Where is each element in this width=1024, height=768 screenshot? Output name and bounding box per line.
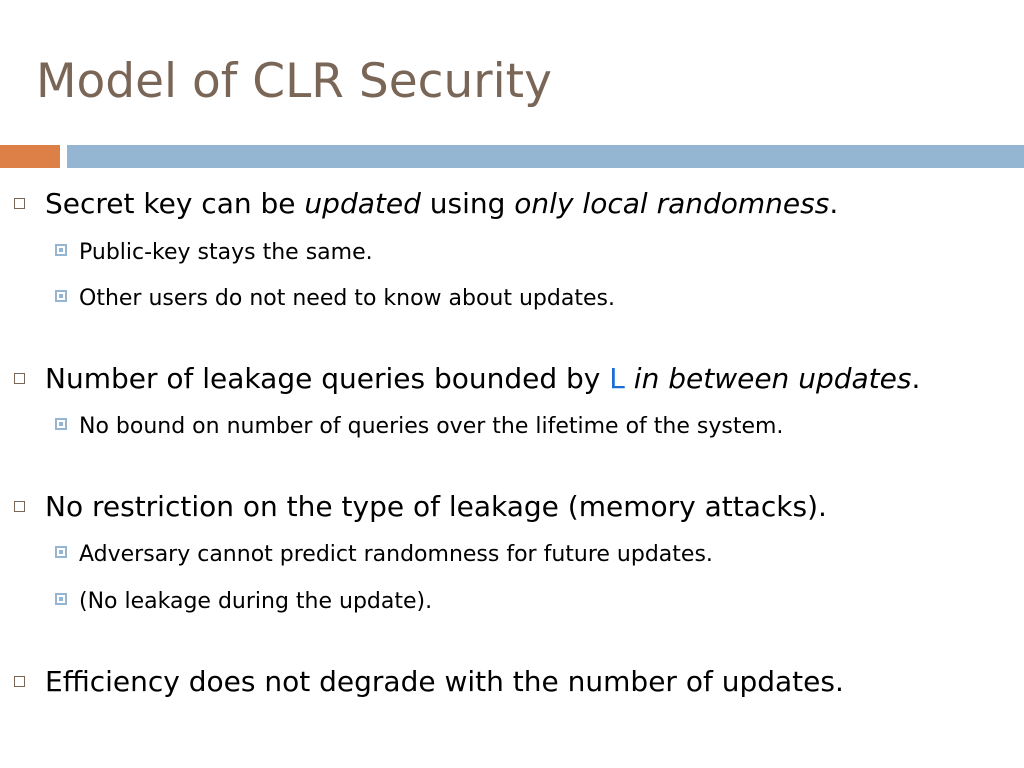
sub-bullet-text: Adversary cannot predict randomness for future updates.	[79, 542, 713, 567]
bullet-3	[14, 489, 1014, 525]
bullet-2	[14, 361, 1014, 397]
bullet-text: Efficiency does not degrade with the number of updates.	[45, 665, 844, 698]
bullet-text: Number of leakage queries bounded by	[45, 362, 610, 395]
bullet-1	[14, 186, 1014, 222]
bullet-emphasis: updated	[304, 187, 421, 220]
bullet-emphasis: in between updates	[633, 362, 912, 395]
square-bullet-icon	[14, 676, 25, 687]
square-bullet-icon	[14, 501, 25, 512]
bullet-text: .	[829, 187, 839, 220]
bullet-text: Secret key can be	[45, 187, 305, 220]
bullet-emphasis: only local randomness	[514, 187, 830, 220]
bullet-text: No restriction on the type of leakage (memory attacks).	[45, 490, 827, 523]
bullet-4	[14, 664, 1014, 700]
sub-bullet-2-1	[55, 413, 1024, 441]
filled-square-bullet-icon	[55, 418, 67, 430]
slide-title: Model of CLR Security	[36, 54, 552, 109]
sub-bullet-text: (No leakage during the update).	[79, 589, 433, 614]
sub-bullet-text: No bound on number of queries over the lifetime of the system.	[79, 414, 784, 439]
sub-bullet-text: Other users do not need to know about updates.	[79, 286, 615, 311]
square-bullet-icon	[14, 198, 25, 209]
filled-square-bullet-icon	[55, 244, 67, 256]
sub-bullet-3-1	[55, 541, 1024, 569]
bullet-text: using	[420, 187, 515, 220]
bullet-text	[625, 362, 634, 395]
bullet-text: .	[911, 362, 921, 395]
sub-bullet-text: Public-key stays the same.	[79, 240, 373, 265]
sub-bullet-1-1	[55, 239, 1024, 267]
filled-square-bullet-icon	[55, 546, 67, 558]
sub-bullet-3-2	[55, 588, 1024, 616]
bullet-highlight: L	[609, 362, 625, 395]
square-bullet-icon	[14, 373, 25, 384]
sub-bullet-1-2	[55, 285, 1024, 313]
filled-square-bullet-icon	[55, 290, 67, 302]
filled-square-bullet-icon	[55, 593, 67, 605]
